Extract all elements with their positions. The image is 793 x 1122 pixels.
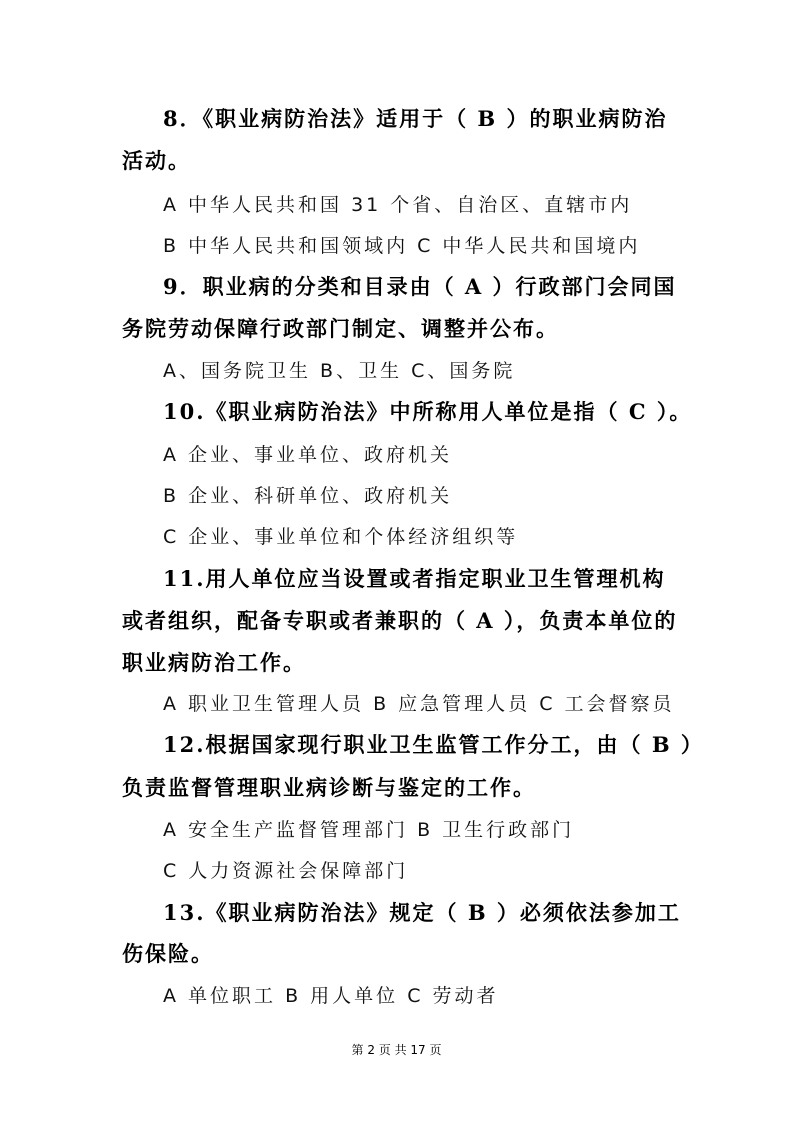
question-13-stem-line-2: 伤保险。 (122, 941, 214, 966)
question-10-option-line-1: A 企业、事业单位、政府机关 (163, 444, 453, 466)
question-11-stem-line-2: 或者组织，配备专职或者兼职的（ A ），负责本单位的 (122, 608, 678, 633)
question-13-stem-line-1: 13.《职业病防治法》规定（ B ）必须依法参加工 (163, 900, 681, 925)
question-10-option-line-2: B 企业、科研单位、政府机关 (163, 485, 453, 507)
question-10-option-line-3: C 企业、事业单位和个体经济组织等 (163, 526, 519, 548)
question-13-option-line-1: A 单位职工 B 用人单位 C 劳动者 (163, 985, 499, 1007)
question-12-option-line-1: A 安全生产监督管理部门 B 卫生行政部门 (163, 819, 575, 841)
page-number-footer: 第 2 页 共 17 页 (351, 1043, 442, 1057)
question-12-option-line-2: C 人力资源社会保障部门 (163, 860, 409, 882)
question-11-stem-line-3: 职业病防治工作。 (122, 650, 306, 675)
question-8-option-line-2: B 中华人民共和国领域内 C 中华人民共和国境内 (163, 235, 641, 257)
question-12-stem-line-2: 负责监督管理职业病诊断与鉴定的工作。 (122, 775, 536, 800)
question-11-stem-line-1: 11.用人单位应当设置或者指定职业卫生管理机构 (163, 566, 666, 591)
question-8-stem-line-2: 活动。 (122, 148, 191, 173)
question-9-option-line-1: A、国务院卫生 B、卫生 C、国务院 (163, 360, 516, 382)
question-8-stem-line-1: 8．《职业病防治法》适用于（ B ）的职业病防治 (163, 106, 668, 131)
question-8-option-line-1: A 中华人民共和国 31 个省、自治区、直辖市内 (163, 194, 633, 216)
question-9-stem-line-1: 9．职业病的分类和目录由（ A ）行政部门会同国 (163, 274, 677, 299)
question-9-stem-line-2: 务院劳动保障行政部门制定、调整并公布。 (122, 316, 559, 341)
question-11-option-line-1: A 职业卫生管理人员 B 应急管理人员 C 工会督察员 (163, 693, 675, 715)
question-10-stem-line-1: 10.《职业病防治法》中所称用人单位是指（ C ）。 (163, 399, 693, 424)
question-12-stem-line-1: 12.根据国家现行职业卫生监管工作分工，由（ B ） (163, 732, 704, 757)
